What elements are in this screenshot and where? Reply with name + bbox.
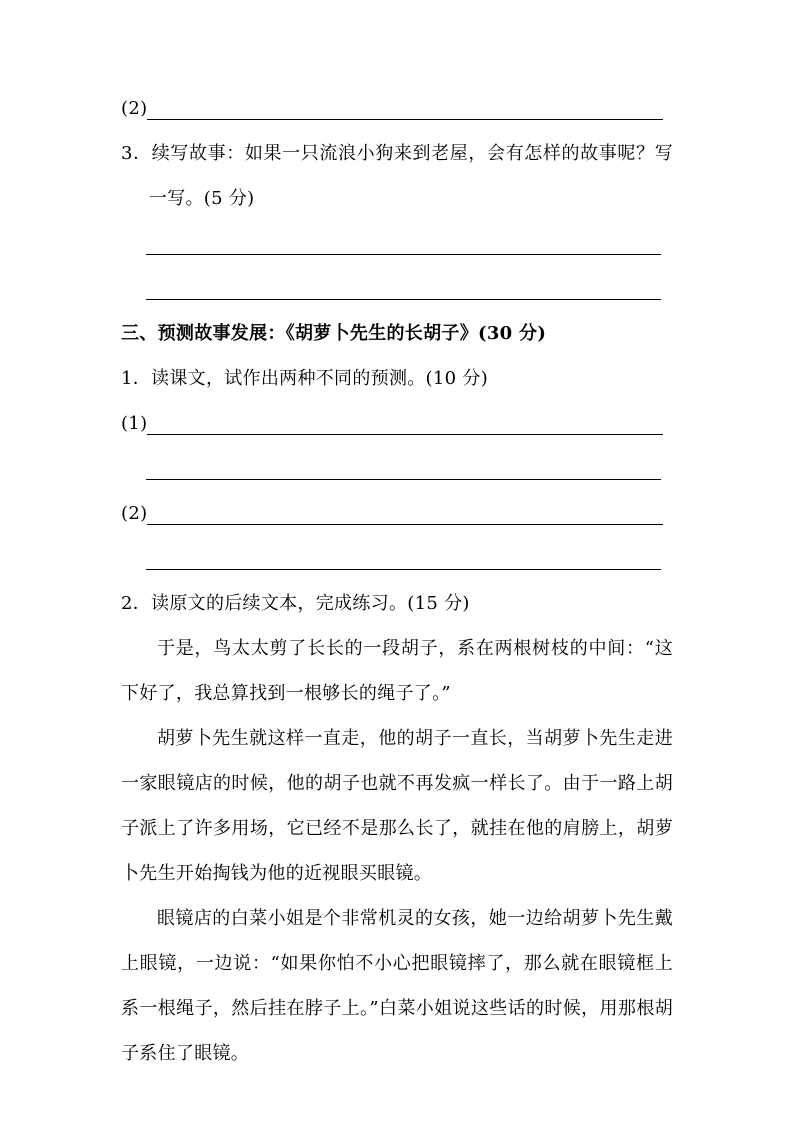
labeled-blank-2 <box>121 491 673 536</box>
passage-paragraph-1: 于是，鸟太太剪了长长的一段胡子，系在两根树枝的中间：“这下好了，我总算找到一根够长的绳子了。” <box>121 638 673 704</box>
answer-blank-line <box>146 536 673 581</box>
answer-blank-line <box>147 491 663 525</box>
blank-label: (2) <box>121 503 148 524</box>
blank-label: (1) <box>121 413 148 434</box>
blank-label: (2) <box>121 98 148 119</box>
answer-blank-line <box>147 86 663 120</box>
labeled-blank-1 <box>121 401 673 446</box>
passage-paragraph-2: 胡萝卜先生就这样一直走，他的胡子一直长，当胡萝卜先生走进一家眼镜店的时候，他的胡子也就不再发疯一样长了。由于一路上胡子派上了许多用场，它已经不是那么长了，就挂在他的肩膀上，胡萝卜先生开始掏钱为他的近视眼买眼镜。 <box>121 728 673 884</box>
answer-blank-line <box>146 221 673 266</box>
question-2-text: 2．读原文的后续文本，完成练习。(15 分) <box>121 593 470 614</box>
question-3-text: 3．续写故事：如果一只流浪小狗来到老屋，会有怎样的故事呢？写一写。(5 分) <box>121 143 673 209</box>
answer-blank-line <box>147 401 663 435</box>
answer-blank-line <box>146 446 673 491</box>
answer-blank-line <box>146 266 673 311</box>
labeled-blank-top <box>121 86 673 131</box>
section-3-heading: 三、预测故事发展：《胡萝卜先生的长胡子》(30 分) <box>121 323 547 344</box>
passage-paragraph-3: 眼镜店的白菜小姐是个非常机灵的女孩，她一边给胡萝卜先生戴上眼镜，一边说：“如果你怕不小心把眼镜摔了，那么就在眼镜框上系一根绳子，然后挂在脖子上。”白菜小姐说这些话的时候，用那根胡子系住了眼镜。 <box>121 908 673 1064</box>
question-1-text: 1．读课文，试作出两种不同的预测。(10 分) <box>121 368 489 389</box>
